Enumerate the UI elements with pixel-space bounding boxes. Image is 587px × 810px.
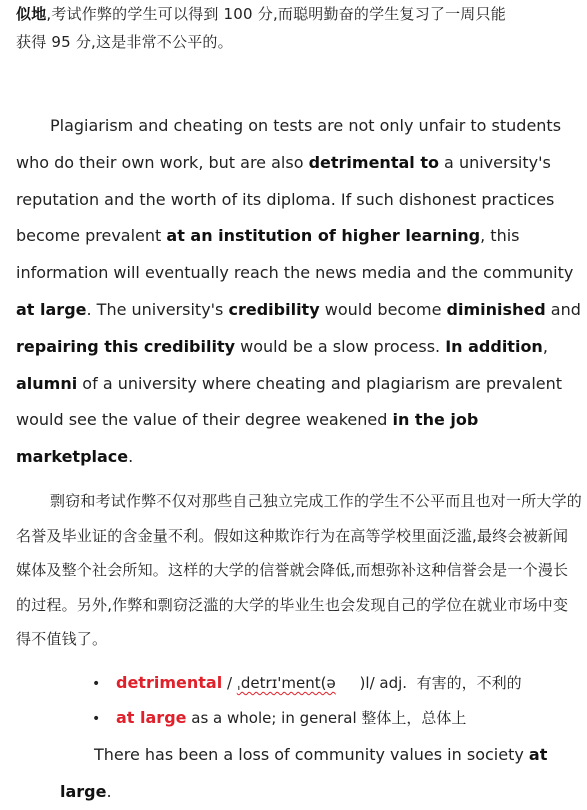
bullet-icon: • (92, 676, 101, 692)
example-end: . (106, 782, 112, 801)
vocab-term: at large (116, 708, 187, 727)
zh-text: 剽窃和考试作弊不仅对那些自己独立完成工作的学生不公平而且也对一所大学的名誉及毕业证的含金量不利。假如这种欺诈行为在高等学校里面泛滥,最终会被新闻媒体及整个社会所知。这样的大学的信誉就会降低,而想弥补这种信誉会是一个漫长的过程。另外,作弊和剽窃泛滥的大学的毕业生也会发现自己的学位在就业市场中变得不值钱了。 (16, 492, 583, 648)
en-bold-phrase: in the job marketplace (16, 410, 479, 467)
en-bold-phrase: alumni (16, 373, 78, 393)
top-line-1 (16, 0, 582, 28)
en-bold-phrase: repairing this credibility (16, 336, 236, 356)
en-bold-phrase: detrimental to (308, 152, 439, 172)
example-text: There has been a loss of community values in society (94, 745, 529, 764)
en-bold-phrase: credibility (228, 299, 320, 319)
en-bold-phrase: In addition (445, 336, 543, 356)
phonetic-underlined: ˌdetrɪ'ment(ə (236, 674, 336, 692)
en-text: of a university where cheating and plagiarism are prevalent would see the value of their degree weakened (16, 373, 563, 430)
top-line-1-text: ,考试作弊的学生可以得到 100 分,而聪明勤奋的学生复习了一周只能 (46, 5, 506, 23)
phonetic-suffix: )l/ adj. 有害的，不利的 (335, 674, 522, 692)
vocab-item-at-large (92, 701, 582, 736)
vocab-definition: as a whole; in general 整体上，总体上 (186, 709, 467, 727)
en-text: , this information will eventually reach the news media and the community (16, 226, 574, 283)
english-paragraph (16, 108, 582, 476)
en-bold-phrase: at an institution of higher learning (166, 226, 481, 246)
en-text: would be a slow process. (235, 336, 446, 356)
top-chinese-paragraph (16, 0, 582, 56)
en-bold-phrase: at large (16, 299, 87, 319)
top-line-2: 获得 95 分,这是非常不公平的。 (16, 33, 233, 51)
en-bold-phrase: diminished (446, 299, 546, 319)
top-bold-word: 似地 (16, 5, 47, 23)
en-text: Plagiarism and cheating on tests are not only unfair to students who do their own work, but are also (16, 116, 562, 172)
chinese-paragraph (16, 484, 582, 657)
vocab-term: detrimental (116, 673, 223, 692)
en-text: . The university's (86, 299, 229, 319)
en-text: , (542, 336, 548, 356)
bullet-icon: • (92, 711, 101, 727)
example-sentence (60, 736, 582, 810)
vocabulary-list (92, 666, 582, 736)
example-bold-phrase: at large (60, 745, 548, 801)
en-text: and (545, 299, 581, 319)
vocab-item-detrimental (92, 666, 582, 701)
en-text: would become (319, 299, 447, 319)
en-text: . (128, 447, 134, 467)
phonetic-prefix: / (222, 674, 237, 692)
en-text: a university's reputation and the worth of its diploma. If such dishonest practices become prevalent (16, 152, 555, 246)
